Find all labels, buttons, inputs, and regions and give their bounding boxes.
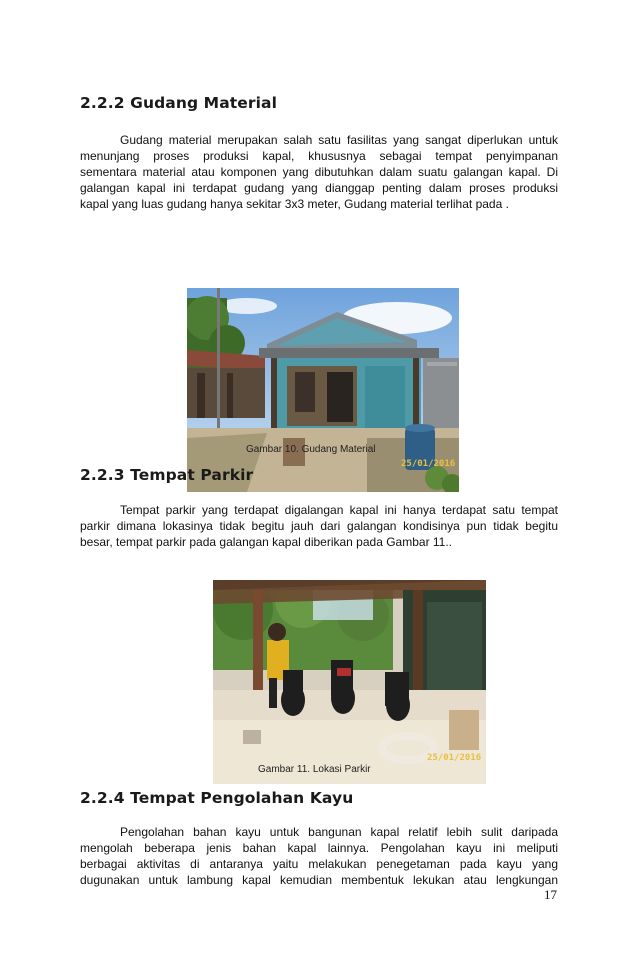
section-heading-gudang-material: 2.2.2 Gudang Material	[80, 94, 278, 112]
text-line: Tempat parkir yang terdapat digalangan kapal ini hanya terdapat satu tempat	[120, 503, 558, 517]
text-line: mengolah beberapa jenis bahan kapal lainnya. Pengolahan kayu ini meliputi	[80, 841, 558, 855]
text-line: berbagai aktivitas di antaranya yaitu melakukan penegetaman pada kayu yang	[80, 857, 558, 871]
text-line: sementara material atau komponen yang dibutuhkan dalam suatu galangan kapal. Di	[80, 165, 558, 179]
text-line: kapal yang luas gudang hanya sekitar 3x3 meter, Gudang material terlihat pada .	[80, 197, 509, 211]
text-line: menunjang proses produksi kapal, khususnya sebagai tempat penyimpanan	[80, 149, 558, 163]
section-heading-tempat-pengolahan-kayu: 2.2.4 Tempat Pengolahan Kayu	[80, 789, 354, 807]
text-line: galangan kapal ini terdapat gudang yang dianggap penting dalam proses produksi	[80, 181, 558, 195]
text-line: parkir dimana lokasinya tidak begitu jauh dari galangan kondisinya pun tidak begitu	[80, 519, 558, 533]
text-line: dugunakan untuk lambung kapal kemudian membentuk lekukan atau lengkungan	[80, 873, 558, 887]
paragraph-gudang-material	[80, 132, 558, 212]
section-heading-tempat-parkir: 2.2.3 Tempat Parkir	[80, 466, 254, 484]
photo-timestamp: 25/01/2016	[427, 753, 482, 763]
figure-caption-parkir: Gambar 11. Lokasi Parkir	[258, 764, 371, 775]
text-line: Pengolahan bahan kayu untuk bangunan kapal relatif lebih sulit daripada	[120, 825, 558, 839]
figure-caption-gudang: Gambar 10. Gudang Material	[246, 444, 376, 455]
text-line: besar, tempat parkir pada galangan kapal diberikan pada Gambar 11..	[80, 535, 453, 549]
text-line: Gudang material merupakan salah satu fasilitas yang sangat diperlukan untuk	[120, 133, 558, 147]
page-number: 17	[544, 887, 557, 902]
paragraph-pengolahan-kayu	[80, 824, 558, 888]
paragraph-tempat-parkir	[80, 502, 558, 550]
photo-timestamp: 25/01/2016	[401, 459, 456, 469]
